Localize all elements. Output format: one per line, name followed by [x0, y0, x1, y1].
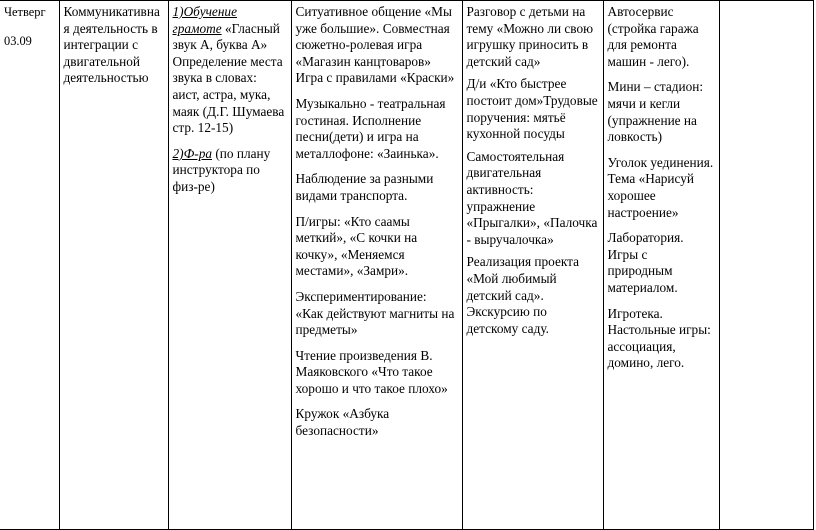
joint-item: П/игры: «Кто саамы меткий», «С кочки на кочку», «Меняемся местами», «Замри». — [295, 213, 418, 279]
environment-item: Уголок уединения. Тема «Нарисуй хорошее настроение» — [607, 154, 714, 220]
joint-item: Ситуативное общение «Мы уже большие». Совместная сюжетно-ролевая игра «Магазин канцтоваров» Игра с правилами «Краски» — [295, 4, 455, 86]
joint-item: Экспериментирование: «Как действуют магниты на предметы» — [295, 288, 455, 338]
weekday-label: Четверг — [4, 5, 46, 19]
organized-item-1-text: «Гласный звук А, буква А» Определение места звука в словах: аист, астра, мука, маяк (Д.Г. Шумаева стр. 12-15) — [172, 20, 285, 136]
organized-item-1 — [173, 4, 287, 137]
environment-item: Мини – стадион: мячи и кегли (упражнение на ловкость) — [607, 79, 704, 145]
organized-item-2-marker: 2)Ф-ра — [172, 145, 212, 161]
joint-item: Музыкально - театральная гостиная. Исполнение песни(дети) и игра на металлофоне: «Заинька». — [295, 95, 446, 161]
joint-activity-cell — [291, 1, 462, 530]
table-row — [0, 1, 813, 530]
environment-cell — [603, 1, 719, 530]
individual-item: Самостоятельная двигательная активность: упражнение «Прыгалки», «Палочка - выручалочка» — [466, 148, 598, 247]
educational-area-cell — [59, 1, 168, 530]
individual-item: Реализация проекта «Мой любимый детский сад». Экскурсию по детскому саду. — [466, 254, 580, 336]
organized-activity-cell — [168, 1, 291, 530]
environment-item: Лаборатория. Игры с природным материалом. — [607, 230, 684, 295]
date-label: 03.09 — [4, 33, 32, 48]
day-cell — [0, 1, 59, 530]
individual-item: Д/и «Кто быстрее постоит дом»Трудовые поручения: мятьё кухонной посуды — [466, 76, 598, 142]
individual-work-cell — [462, 1, 603, 530]
environment-item: Автосервис (стройка гаража для ремонта машин - лего). — [607, 4, 699, 69]
organized-item-2-text: (по плану инструктора по физ-ре) — [172, 145, 271, 194]
joint-item: Наблюдение за разными видами транспорта. — [295, 171, 434, 203]
joint-item: Чтение произведения В. Маяковского «Что такое хорошо и что такое плохо» — [295, 347, 448, 396]
individual-item: Разговор с детьми на тему «Можно ли свою игрушку приносить в детский сад» — [466, 4, 594, 69]
educational-area-text: Коммуникативная деятельность в интеграции с двигательной деятельностью — [63, 4, 160, 86]
organized-item-1-marker: 1)Обучение грамоте — [172, 4, 237, 36]
joint-item: Кружок «Азбука безопасности» — [295, 406, 390, 439]
environment-item: Игротека. Настольные игры: ассоциация, домино, лего. — [607, 305, 711, 371]
parents-interaction-cell — [719, 1, 813, 530]
organized-item-2 — [173, 146, 287, 196]
